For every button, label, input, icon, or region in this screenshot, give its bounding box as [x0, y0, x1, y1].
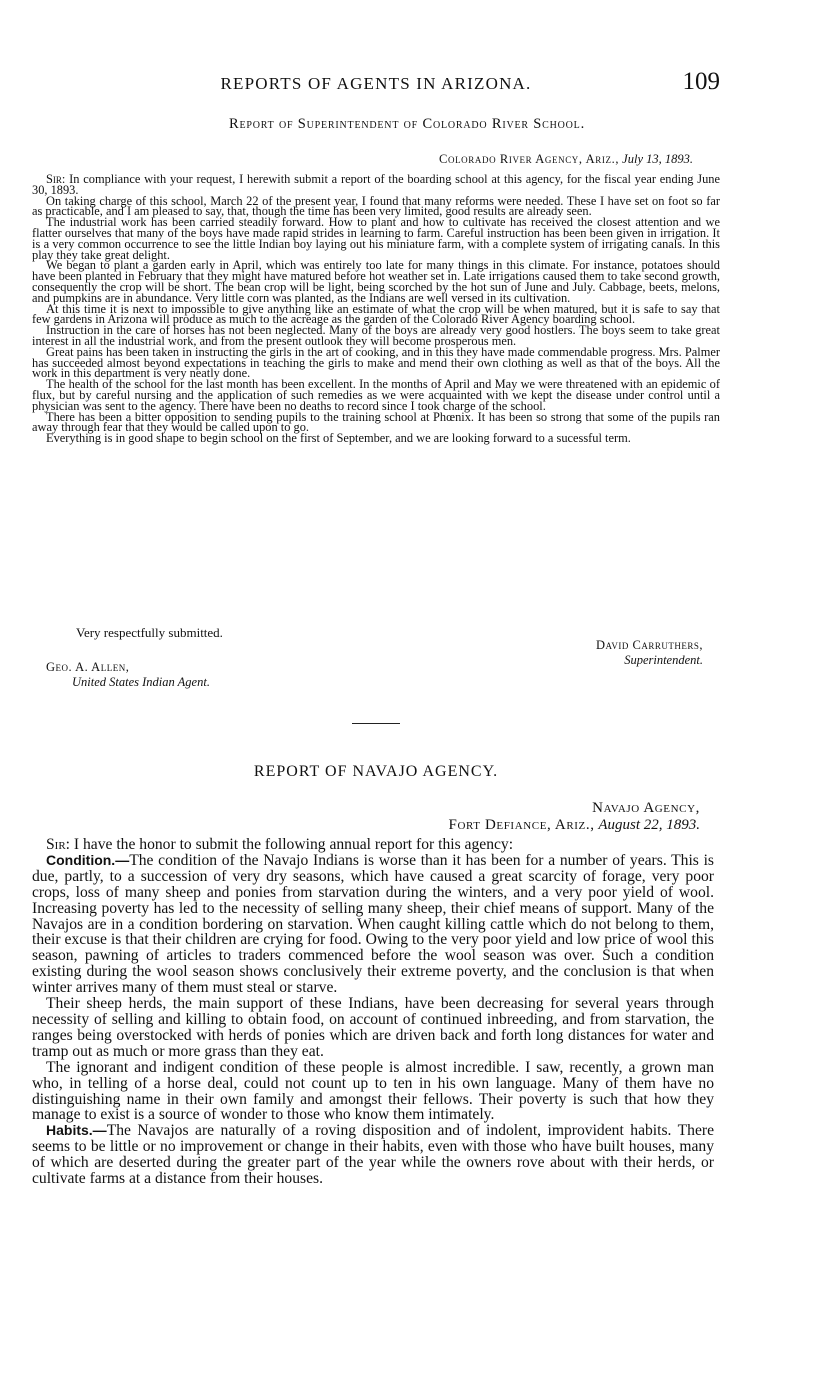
running-header — [32, 68, 720, 102]
section-label-habits: Habits.— — [46, 1122, 107, 1139]
running-title: REPORTS OF AGENTS IN ARIZONA. — [220, 74, 532, 93]
dateline-place: Fort Defiance, Ariz., — [448, 817, 595, 833]
report-title-navajo: REPORT OF NAVAJO AGENCY. — [253, 763, 499, 780]
addressee-block — [46, 660, 210, 690]
body-paragraph — [32, 1123, 714, 1187]
body-paragraph: At this time it is next to impossible to give anything like an estimate of what the crop will be when matured, but it is safe to say that few gardens in Arizona will produce as much to the acreage as the garden of the Colorado River Agency boarding school. — [32, 301, 720, 327]
body-paragraph — [32, 174, 720, 196]
body-paragraph: The health of the school for the last month has been excellent. In the months of April and May we were threatened with an epidemic of flux, but by careful nursing and the application of such remedies as we were acquainted with we kept the disease under control until a physician was sent to the agency. There have been no deaths to record since I took charge of the school. — [32, 377, 720, 413]
closing-line: Very respectfully submitted. — [76, 625, 223, 640]
section-divider — [352, 723, 400, 724]
addressee-title: United States Indian Agent. — [72, 675, 210, 689]
addressee-name: Geo. A. Allen, — [46, 660, 130, 674]
dateline-date: July 13, 1893. — [622, 152, 693, 166]
body-paragraph: Everything is in good shape to begin school on the first of September, and we are looking forward to a sucessful term. — [46, 431, 631, 446]
report-body-colorado — [32, 174, 720, 444]
report-title-colorado: Report of Superintendent of Colorado River School. — [228, 116, 586, 132]
dateline-date: August 22, 1893. — [598, 817, 700, 833]
dateline-place-line — [449, 817, 700, 834]
body-paragraph — [32, 853, 714, 996]
body-paragraph: Great pains has been taken in instructing the girls in the art of cooking, and in this they have made commendable progress. Mrs. Palmer has succeeded almost beyond expectations in teaching the girls to make and mend their own clothing as well as that of the boys. All the work in this department is very neatly done. — [32, 344, 720, 381]
dateline-place: Colorado River Agency, Ariz., — [439, 152, 620, 166]
body-paragraph: On taking charge of this school, March 22 of the present year, I found that many reforms were needed. These I have set on foot so far as practicable, and I am pleased to say, that, though the time has been very limited, good results are already seen. — [32, 193, 720, 219]
body-paragraph: Their sheep herds, the main support of these Indians, have been decreasing for several years through necessity of selling and killing to obtain food, on account of continued inbreeding, and from starvation, the ranges being overstocked with herds of ponies which are driven back and forth long distances for water and tramp out as much or more grass than they eat. — [32, 995, 714, 1060]
dateline-colorado — [439, 152, 693, 167]
section-label-condition: Condition.— — [46, 851, 130, 868]
dateline-agency: Navajo Agency, — [592, 800, 700, 816]
body-paragraph — [32, 837, 714, 853]
salutation: Sir: — [46, 172, 66, 186]
body-paragraph: There has been a bitter opposition to sending pupils to the training school at Phœnix. It has been so strong that some of the pupils ran away through fear that they would be called upon to go. — [32, 409, 720, 435]
report-body-navajo — [32, 837, 714, 1187]
paragraph-text: In compliance with your request, I herewith submit a report of the boarding school at this agency, for the fiscal year ending June 30, 1893. — [32, 172, 720, 197]
body-paragraph: We began to plant a garden early in April, which was entirely too late for many things in this climate. For instance, potatoes should have been planted in February that they might have matured before hot weather set in. Late irrigations caused them to take second growth, consequently the crop will be short. The bean crop will be light, being scorched by the hot sun of June and July. Cabbage, beets, melons, and pumpkins are in abundance. Very little corn was planted, as the Indians are well versed in its cultivation. — [32, 258, 720, 305]
signature-block — [596, 638, 703, 668]
dateline-navajo — [449, 800, 700, 834]
salutation: Sir: — [46, 836, 71, 853]
body-paragraph: Instruction in the care of horses has not been neglected. Many of the boys are already very good hostlers. The boys seem to take great interest in all the industrial work, and from the present outlook they will become prosperous men. — [32, 323, 720, 348]
body-paragraph: The industrial work has been carried steadily forward. How to plant and how to cultivate has received the closest attention and we flatter ourselves that many of the boys have made rapid strides in learning to farm. Careful instruction has been been given in irrigation. It is a very common occurrence to see the little Indian boy laying out his miniature farm, with a complete system of irrigating canals. In this play they take great delight. — [32, 215, 720, 262]
body-paragraph: The ignorant and indigent condition of these people is almost incredible. I saw, recently, a grown man who, in telling of a horse deal, could not count up to ten in his own language. Many of them have no distinguishing name in their own family and amongst their fellows. Their poverty is such that how they manage to exist is a source of wonder to those who know them intimately. — [32, 1058, 714, 1124]
paragraph-text: The condition of the Navajo Indians is worse than it has been for a number of years. This is due, partly, to a succession of very dry seasons, which have caused a great scarcity of forage, very poor crops, loss of many sheep and ponies from starvation during the winters, and a very poor yield of wool. Increasing poverty has led to the necessity of selling many sheep, their chief means of support. Many of the Navajos are in a condition bordering on starvation. When caught killing cattle which do not belong to them, their excuse is that their children are crying for food. Owing to the very poor yield and low price of wool this season, pawning of articles to traders commenced before the wool season was over. Such a condition existing during the wool season shows conclusively their extreme poverty, and the conclusion is that when winter arrives many of them must steal or starve. — [32, 851, 714, 997]
signer-name: David Carruthers, — [596, 638, 703, 652]
page-number: 109 — [682, 68, 720, 95]
paragraph-text: The Navajos are naturally of a roving disposition and of indolent, improvident habits. There seems to be little or no improvement or change in their habits, even with those who have built houses, many of which are deserted during the greater part of the year while the owners rove about with their herds, or cultivate farms at a distance from their houses. — [32, 1122, 714, 1188]
signer-title: Superintendent. — [624, 653, 703, 667]
paragraph-text: I have the honor to submit the following annual report for this agency: — [73, 836, 514, 853]
